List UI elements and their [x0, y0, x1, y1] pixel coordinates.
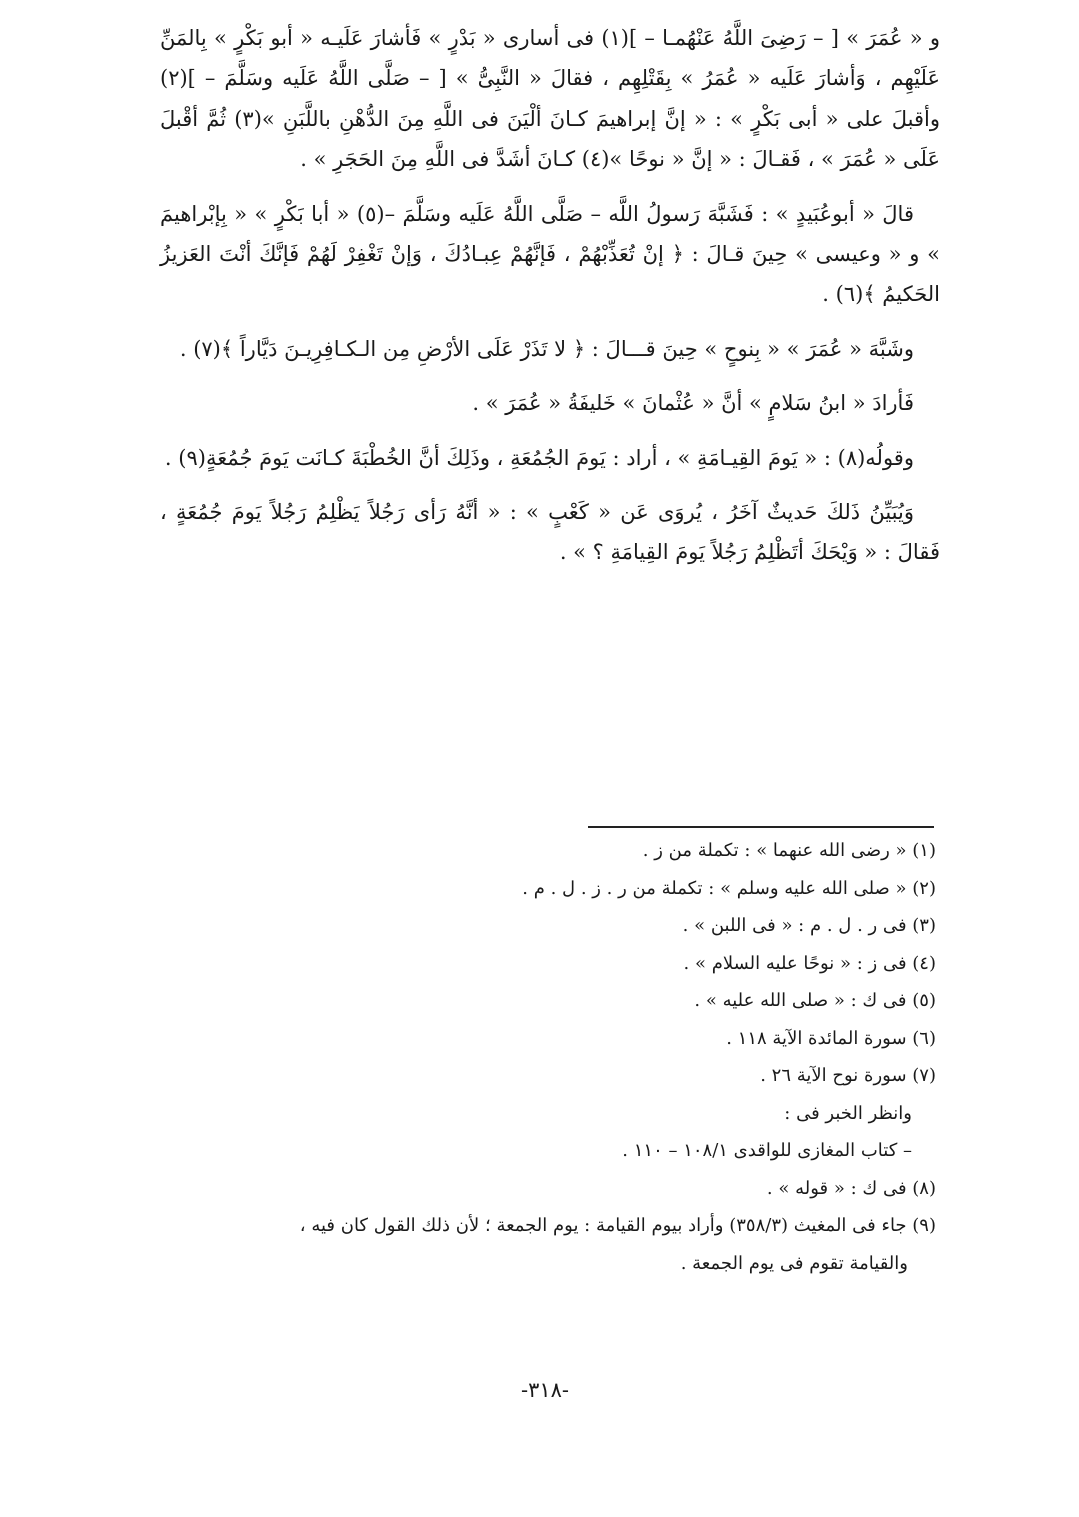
footnote-3: (٣) فى ر . ل . م : « فى اللبن » .: [682, 915, 936, 936]
page-number: -٣١٨-: [520, 1378, 570, 1402]
footnote-7: (٧) سورة نوح الآية ٢٦ .: [760, 1065, 936, 1086]
footnote-7-reference: – كتاب المغازى للواقدى ١٠٨/١ – ١١٠ .: [622, 1140, 912, 1161]
footnotes-block: [150, 832, 936, 1282]
footnote-7-see-also: وانظر الخبر فى :: [784, 1102, 912, 1124]
paragraph-abu-ubayd: قالَ « أبوعُبَيدٍ » : فَشَبَّهَ رَسولُ اللَّه – صَلَّى اللَّهُ عَلَيه وسَلَّمَ –(٥) « أبا بَكْرٍ » « بِإبْراهيمَ » و « وعيسى » حِينَ قـالَ : ﴿ إنْ تُعَذِّبْهُمْ ، فَإنَّهُمْ عِبـادُكَ ، وَإنْ تَغْفِرْ لَهُمْ فَإنَّكَ أنْتَ العَزيزُ الحَكيمُ ﴾(٦) .: [160, 201, 940, 307]
footnote-6: (٦) سورة المائدة الآية ١١٨ .: [726, 1027, 936, 1049]
footnote-2: (٢) « صلى الله عليه وسلم » : تكملة من ر . ز . ل . م .: [522, 877, 936, 899]
footnote-9: (٩) جاء فى المغيث (٣٥٨/٣) وأراد بيوم القيامة : يوم الجمعة ؛ لأن ذلك القول كان فيه ،: [299, 1215, 936, 1236]
paragraph-narration: و « عُمَرَ » [ – رَضِىَ اللَّهُ عَنْهُمـا – ](١) فى أسارى « بَدْرٍ » فَأشارَ عَلَيـه « أبو بَكْرٍ » بِالمَنِّ عَلَيْهِم ، وَأشارَ عَلَيه « عُمَرُ » بِقَتْلِهِم ، فقالَ « النَّبِىُّ » [ – صَلَّى اللَّهُ عَلَيه وسَلَّمَ – ](٢) وأقبلَ على « أبى بَكْرٍ » : « إنَّ إبراهيمَ كـانَ ألْيَنَ فى اللَّهِ مِنَ الدُّهْنِ باللَّبَنِ »(٣) ثُمَّ أقْبلَ عَلَى « عُمَرَ » ، فَقـالَ : « إنَّ « نوحًا »(٤) كـانَ أشَدَّ فى اللَّهِ مِنَ الحَجَرِ » .: [160, 26, 940, 172]
footnote-1: (١) « رضى الله عنهما » : تكملة من ز .: [642, 840, 936, 861]
footnote-separator: [588, 826, 934, 828]
paragraph-kaab-hadith: وَيُبَيِّنُ ذَلكَ حَديثٌ آخَرُ ، يُروَى عَن « كَعْبٍ » : « أنَّهُ رَأى رَجُلاً يَظْلِمُ رَجُلاً يَومَ جُمُعَةٍ ، فَقالَ : « وَيْحَكَ أتَظْلِمُ رَجُلاً يَومَ القِيامَةِ ؟ » .: [160, 500, 940, 565]
paragraph-yawm-al-qiyama: وقولُه(٨) : « يَومَ القِيـامَةِ » ، أراد : يَومَ الجُمُعَةِ ، وذَلِكَ أنَّ الخُطْبَةَ كـانَت يَومَ جُمُعَةٍ(٩) .: [164, 445, 914, 470]
paragraph-umar-nuh: وشَبَّهَ « عُمَرَ » « بِنوحٍ » حِينَ قـــالَ : ﴿ لا تَذَرْ عَلَى الأرْضِ مِن الـكـافِرِيـنَ دَيَّاراً ﴾(٧) .: [179, 336, 914, 361]
paragraph-ibn-salam: فَأرادَ « ابنُ سَلامٍ » أنَّ « عُثْمانَ » خَليفَةُ « عُمَرَ » .: [472, 391, 914, 416]
main-text-block: [160, 18, 940, 587]
footnote-5: (٥) فى ك : « صلى الله عليه » .: [694, 990, 936, 1011]
footnote-8: (٨) فى ك : « قوله » .: [766, 1177, 936, 1199]
footnote-9-continuation: والقيامة تقوم فى يوم الجمعة .: [680, 1252, 908, 1274]
footnote-4: (٤) فى ز : « نوحًا عليه السلام » .: [683, 952, 936, 974]
